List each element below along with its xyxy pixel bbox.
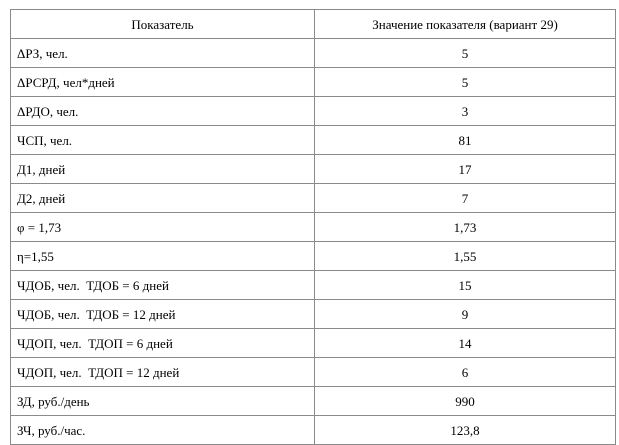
row-name: ΔРСРД, чел*дней <box>11 68 315 97</box>
row-name: Д2, дней <box>11 184 315 213</box>
table-row <box>11 97 616 126</box>
row-value: 14 <box>315 329 616 358</box>
table-row <box>11 416 616 445</box>
row-value: 17 <box>315 155 616 184</box>
row-value: 15 <box>315 271 616 300</box>
row-value: 1,73 <box>315 213 616 242</box>
table-row <box>11 387 616 416</box>
table-row <box>11 126 616 155</box>
table-row <box>11 329 616 358</box>
row-name: φ = 1,73 <box>11 213 315 242</box>
row-name: ЗЧ, руб./час. <box>11 416 315 445</box>
table-row <box>11 300 616 329</box>
header-indicator: Показатель <box>11 10 315 39</box>
row-name: ЧДОП, чел. ТДОП = 6 дней <box>11 329 315 358</box>
row-name: Д1, дней <box>11 155 315 184</box>
row-value: 7 <box>315 184 616 213</box>
row-value: 5 <box>315 39 616 68</box>
header-row <box>11 10 616 39</box>
row-name: ЧДОП, чел. ТДОП = 12 дней <box>11 358 315 387</box>
table-row <box>11 68 616 97</box>
row-value: 81 <box>315 126 616 155</box>
header-value: Значение показателя (вариант 29) <box>315 10 616 39</box>
row-name: ΔРДО, чел. <box>11 97 315 126</box>
table-row <box>11 213 616 242</box>
row-value: 5 <box>315 68 616 97</box>
table-row <box>11 39 616 68</box>
row-value: 9 <box>315 300 616 329</box>
row-value: 123,8 <box>315 416 616 445</box>
table-row <box>11 358 616 387</box>
row-name: ЧДОБ, чел. ТДОБ = 12 дней <box>11 300 315 329</box>
parameters-table <box>10 9 616 445</box>
row-name: η=1,55 <box>11 242 315 271</box>
table-row <box>11 184 616 213</box>
table-row <box>11 242 616 271</box>
row-value: 3 <box>315 97 616 126</box>
row-name: ΔРЗ, чел. <box>11 39 315 68</box>
row-value: 6 <box>315 358 616 387</box>
table-row <box>11 155 616 184</box>
table-row <box>11 271 616 300</box>
row-name: ЗД, руб./день <box>11 387 315 416</box>
row-name: ЧДОБ, чел. ТДОБ = 6 дней <box>11 271 315 300</box>
row-name: ЧСП, чел. <box>11 126 315 155</box>
row-value: 1,55 <box>315 242 616 271</box>
row-value: 990 <box>315 387 616 416</box>
